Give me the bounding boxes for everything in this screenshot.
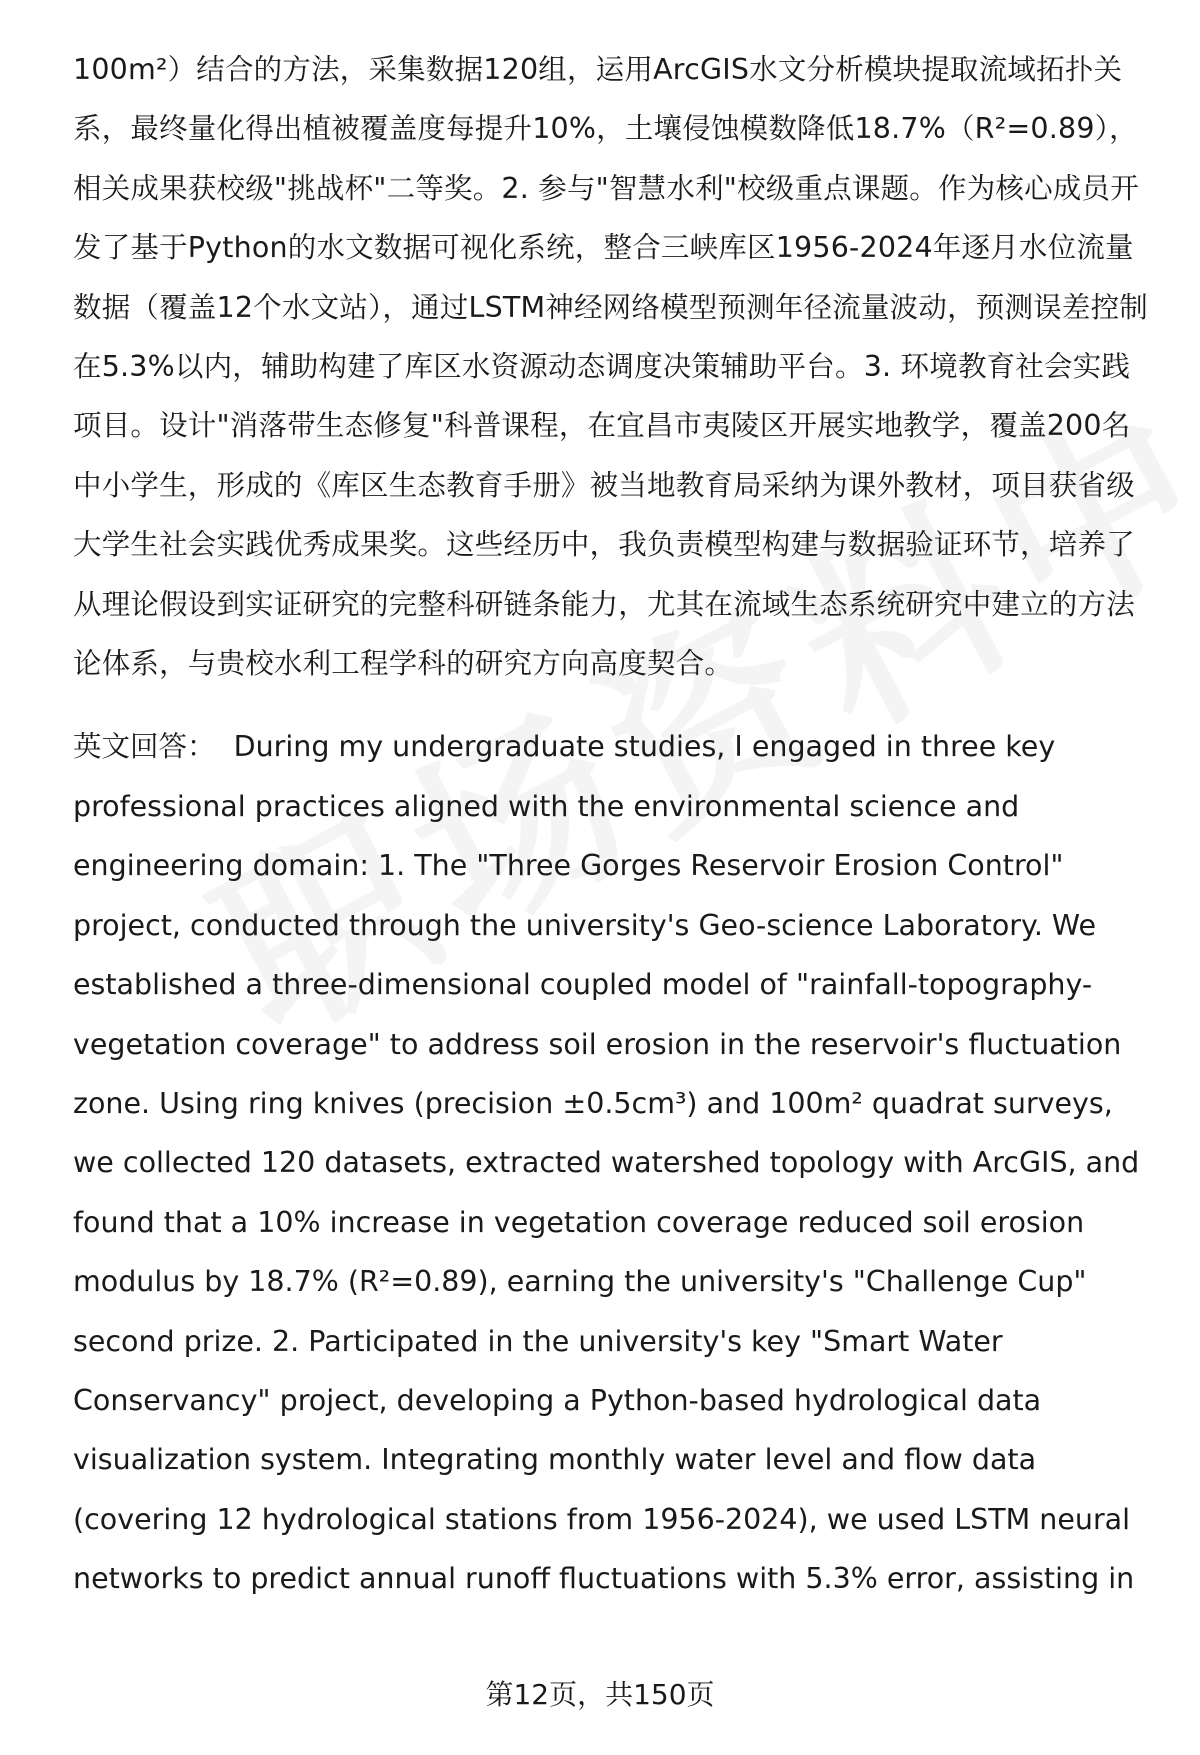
english-answer-label: 英文回答： (73, 730, 216, 764)
english-answer-text: During my undergraduate studies, I engaged in three key professional practices aligned with the environmental science and engineering domain: 1. The "Three Gorges Reservoir Erosion Control" project, conducted through the university's Geo-science Laboratory. We established a three-dimensional coupled model of "rainfall-topography-vegetation coverage" to address soil erosion in the reservoir's fluctuation zone. Using ring knives (precision ±0.5cm³) and 100m² quadrat surveys, we collected 120 datasets, extracted watershed topology with ArcGIS, and found that a 10% increase in vegetation coverage reduced soil erosion modulus by 18.7% (R²=0.89), earning the university's "Challenge Cup" second prize. 2. Participated in the university's key "Smart Water Conservancy" project, developing a Python-based hydrological data visualization system. Integrating monthly water level and flow data (covering 12 hydrological stations from 1956-2024), we used LSTM neural networks to predict annual runoff fluctuations with 5.3% error, assisting in (73, 730, 1140, 1596)
english-answer-paragraph (73, 717, 1153, 1608)
paragraph-gap (73, 693, 1153, 717)
chinese-answer-paragraph: 100m²）结合的方法，采集数据120组，运用ArcGIS水文分析模块提取流域拓扑关系，最终量化得出植被覆盖度每提升10%，土壤侵蚀模数降低18.7%（R²=0.89），相关成果获校级"挑战杯"二等奖。2. 参与"智慧水利"校级重点课题。作为核心成员开发了基于Python的水文数据可视化系统，整合三峡库区1956-2024年逐月水位流量数据（覆盖12个水文站），通过LSTM神经网络模型预测年径流量波动，预测误差控制在5.3%以内，辅助构建了库区水资源动态调度决策辅助平台。3. 环境教育社会实践项目。设计"消落带生态修复"科普课程，在宜昌市夷陵区开展实地教学，覆盖200名中小学生，形成的《库区生态教育手册》被当地教育局采纳为课外教材，项目获省级大学生社会实践优秀成果奖。这些经历中，我负责模型构建与数据验证环节，培养了从理论假设到实证研究的完整科研链条能力，尤其在流域生态系统研究中建立的方法论体系，与贵校水利工程学科的研究方向高度契合。 (73, 53, 1148, 681)
document-body (73, 40, 1153, 1609)
page-number-footer: 第12页，共150页 (485, 1678, 715, 1711)
